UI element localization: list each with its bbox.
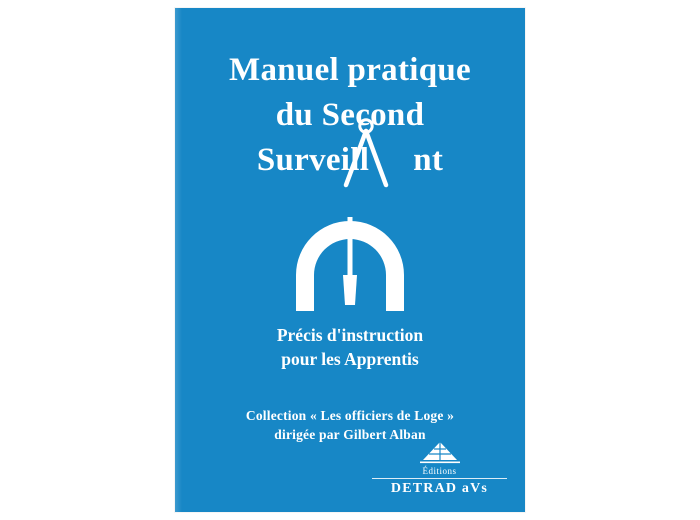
cover-subtitle: [175, 323, 525, 371]
title-line-1: Manuel pratique: [229, 52, 471, 88]
cover-collection: [175, 406, 525, 444]
detrad-pyramid-logo: [417, 440, 463, 464]
book-cover: [175, 8, 525, 512]
subtitle-line-2: pour les Apprentis: [281, 349, 419, 369]
title-line-2: du Second: [275, 97, 425, 133]
title-word-surveill: Surveill: [256, 142, 370, 178]
title-line-3: [257, 138, 443, 183]
cover-title: [175, 48, 525, 183]
publisher-logo: [372, 440, 507, 496]
masonic-arch-apron-emblem: [290, 213, 410, 313]
title-word-nt: nt: [413, 142, 444, 178]
subtitle-line-1: Précis d'instruction: [276, 325, 424, 345]
collection-line-1: Collection « Les officiers de Loge »: [245, 408, 455, 423]
publisher-brand: DETRAD aVs: [372, 478, 507, 497]
publisher-prefix: Éditions: [422, 466, 457, 476]
collection-line-2: dirigée par Gilbert Alban: [274, 427, 426, 442]
